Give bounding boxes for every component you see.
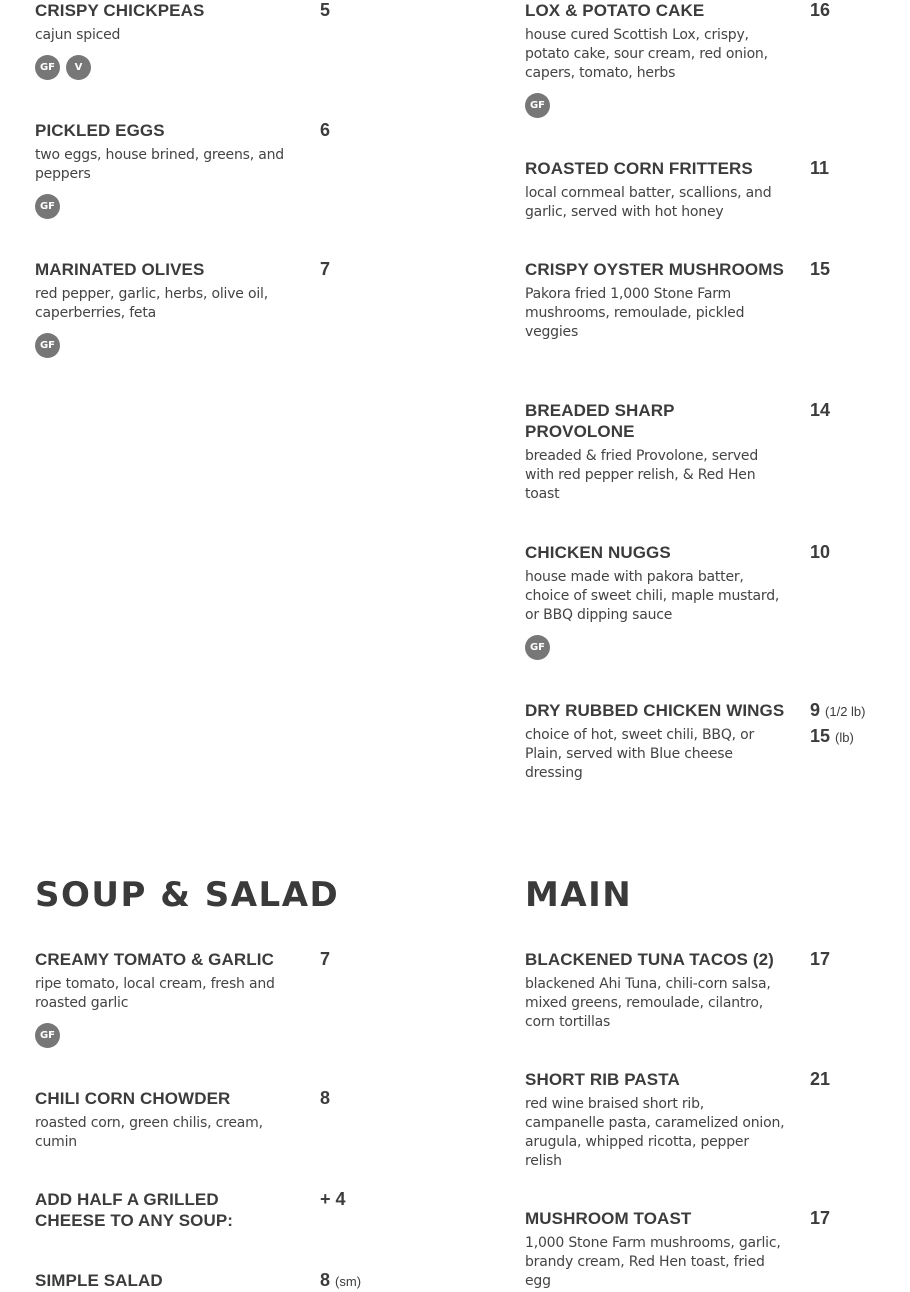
item-description: ripe tomato, local cream, fresh and roasted garlic [35,976,275,1011]
menu-item [525,0,785,118]
menu-item [35,0,295,80]
price-note: (sm) [335,1274,362,1289]
item-price: 6 [320,120,331,140]
gluten-free-badge: GF [35,333,60,358]
item-name: MARINATED OLIVES [35,260,205,279]
item-name: ADD HALF A GRILLED CHEESE TO ANY SOUP: [35,1190,234,1230]
item-description: blackened Ahi Tuna, chili-corn salsa, mixed greens, remoulade, cilantro, corn tortillas [525,976,771,1030]
item-name: BLACKENED TUNA TACOS (2) [525,950,774,969]
item-price: 7 [320,949,331,969]
item-name: CHICKEN NUGGS [525,543,671,562]
item-price: 16 [810,0,831,20]
gluten-free-badge: GF [525,93,550,118]
item-name: CRISPY CHICKPEAS [35,1,205,20]
item-description: house cured Scottish Lox, crispy, potato cake, sour cream, red onion, capers, tomato, herbs [525,27,768,81]
item-price: 21 [810,1069,831,1089]
item-name: BREADED SHARP PROVOLONE [525,401,675,441]
price-note: (1/2 lb) [825,704,866,719]
item-description: choice of hot, sweet chili, BBQ, or Plain, served with Blue cheese dressing [525,727,755,781]
menu-item [525,158,785,222]
item-price: 14 [810,400,831,420]
item-description: roasted corn, green chilis, cream, cumin [35,1115,263,1150]
item-price [810,700,866,722]
item-description: red wine braised short rib, campanelle pasta, caramelized onion, arugula, whipped ricotta, pepper relish [525,1096,785,1169]
item-price: 17 [810,1208,831,1228]
menu-item [525,949,785,1032]
item-name: CREAMY TOMATO & GARLIC [35,950,274,969]
menu-item [35,259,295,358]
item-price: 5 [320,0,331,20]
item-price: 7 [320,259,331,279]
item-name: MUSHROOM TOAST [525,1209,692,1228]
menu-item [35,1270,295,1291]
menu-item [525,400,785,504]
item-name: SIMPLE SALAD [35,1271,163,1290]
item-name: SHORT RIB PASTA [525,1070,680,1089]
item-description: house made with pakora batter, choice of sweet chili, maple mustard, or BBQ dipping sauce [525,569,780,623]
item-price: 10 [810,542,831,562]
item-description: breaded & fried Provolone, served with red pepper relish, & Red Hen toast [525,448,759,502]
item-name: LOX & POTATO CAKE [525,1,705,20]
item-price: 11 [810,158,830,178]
item-description: red pepper, garlic, herbs, olive oil, caperberries, feta [35,286,268,321]
menu-item [525,700,785,783]
item-price: 15 [810,259,831,279]
item-name: PICKLED EGGS [35,121,165,140]
price-value: 9 [810,700,821,720]
item-price [320,1270,361,1292]
item-name: CHILI CORN CHOWDER [35,1089,231,1108]
item-price: 8 [320,1088,331,1108]
menu-item [35,949,295,1048]
section-heading-soup-salad: SOUP & SALAD [35,875,340,915]
item-name: CRISPY OYSTER MUSHROOMS [525,260,784,279]
item-name: ROASTED CORN FRITTERS [525,159,753,178]
price-value: 15 [810,726,831,746]
item-description: cajun spiced [35,27,121,43]
menu-item-addon [35,1189,275,1231]
gluten-free-badge: GF [35,55,60,80]
menu-item [525,1069,785,1171]
item-price-2 [810,726,854,748]
item-description: 1,000 Stone Farm mushrooms, garlic, brandy cream, Red Hen toast, fried egg [525,1235,781,1289]
item-price: + 4 [320,1189,346,1209]
gluten-free-badge: GF [35,194,60,219]
menu-item [525,259,785,342]
section-heading-main: MAIN [525,875,633,915]
item-description: two eggs, house brined, greens, and peppers [35,147,284,182]
menu-item [35,1088,295,1152]
item-description: Pakora fried 1,000 Stone Farm mushrooms, remoulade, pickled veggies [525,286,745,340]
gluten-free-badge: GF [525,635,550,660]
menu-item [525,542,785,660]
price-value: 8 [320,1270,331,1290]
item-name: DRY RUBBED CHICKEN WINGS [525,701,785,720]
menu-item [35,120,295,219]
vegetarian-badge: V [66,55,91,80]
item-description: local cornmeal batter, scallions, and garlic, served with hot honey [525,185,772,220]
menu-item [525,1208,785,1291]
gluten-free-badge: GF [35,1023,60,1048]
price-note: (lb) [835,730,854,745]
item-price: 17 [810,949,831,969]
